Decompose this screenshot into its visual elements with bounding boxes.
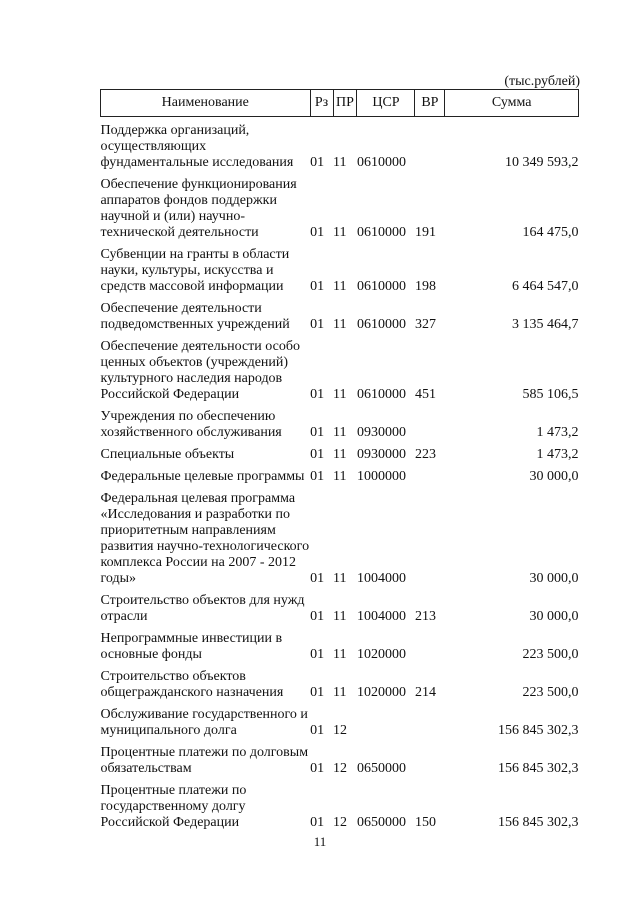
cell-vr [415,739,445,777]
cell-csr: 0610000 [356,387,406,402]
cell-sum: 30 000,0 [529,609,579,624]
cell-pr: 11 [333,647,347,662]
table-row [101,333,579,403]
cell-sum: 156 845 302,3 [498,815,579,830]
table-header-row [101,90,579,117]
cell-name: Строительство объектов общегражданского назначения [100,669,284,700]
cell-pr: 11 [333,571,347,586]
cell-pr: 12 [333,761,348,776]
table-row [101,171,579,241]
cell-name: Субвенции на гранты в области науки, культуры, искусства и средств массовой информации [100,247,290,294]
cell-name: Процентные платежи по долговым обязательствам [100,745,309,776]
page-number: 11 [313,834,327,849]
table-row [101,777,579,831]
table-row [101,241,579,295]
cell-sum: 30 000,0 [529,571,579,586]
table-row [101,485,579,587]
cell-sum: 223 500,0 [522,647,579,662]
cell-rz: 01 [310,279,325,294]
cell-sum: 1 473,2 [536,425,579,440]
cell-csr: 0650000 [356,815,406,830]
cell-name: Обеспечение деятельности особо ценных объектов (учреждений) культурного наследия народов Российской Федерации [100,339,300,402]
cell-sum: 1 473,2 [536,447,579,462]
cell-rz: 01 [310,317,325,332]
header-vr: ВР [415,90,445,117]
cell-name: Учреждения по обеспечению хозяйственного обслуживания [100,409,282,440]
cell-vr [415,117,445,172]
cell-pr: 11 [333,469,347,484]
cell-rz: 01 [310,723,325,738]
cell-csr: 0930000 [356,447,406,462]
cell-csr: 0610000 [356,279,406,294]
cell-vr [415,403,445,441]
cell-name: Специальные объекты [100,447,235,462]
table-row [101,441,579,463]
cell-sum: 30 000,0 [529,469,579,484]
cell-sum: 3 135 464,7 [512,317,579,332]
cell-name: Обеспечение функционирования аппаратов фондов поддержки научной и (или) научно-технической деятельности [100,177,297,240]
cell-csr: 1000000 [356,469,406,484]
cell-vr [415,701,445,739]
cell-pr: 11 [333,425,347,440]
cell-pr: 11 [333,279,347,294]
cell-rz: 01 [310,155,325,170]
cell-csr: 1004000 [356,571,406,586]
cell-sum: 585 106,5 [522,387,579,402]
cell-vr [415,485,445,587]
cell-name: Непрограммные инвестиции в основные фонды [100,631,283,662]
header-pr: ПР [333,90,357,117]
cell-rz: 01 [310,571,325,586]
cell-rz: 01 [310,425,325,440]
cell-name: Федеральная целевая программа «Исследования и разработки по приоритетным направлениям развития научно-технологического комплекса России на 2007 - 2012 годы» [100,491,310,586]
cell-name: Федеральные целевые программы [100,469,305,484]
cell-name: Поддержка организаций, осуществляющих фундаментальные исследования [100,123,294,170]
cell-csr: 0610000 [356,155,406,170]
cell-vr: 191 [414,225,436,240]
cell-csr: 0610000 [356,317,406,332]
cell-sum: 164 475,0 [522,225,579,240]
cell-vr [415,463,445,485]
cell-rz: 01 [310,447,325,462]
cell-pr: 11 [333,387,347,402]
cell-name: Строительство объектов для нужд отрасли [100,593,305,624]
cell-vr: 327 [414,317,436,332]
cell-name: Обеспечение деятельности подведомственных учреждений [100,301,290,332]
table-row [101,295,579,333]
cell-csr: 0930000 [356,425,406,440]
cell-pr: 11 [333,225,347,240]
cell-csr: 1004000 [356,609,406,624]
cell-pr: 11 [333,155,347,170]
cell-name: Обслуживание государственного и муниципального долга [100,707,308,738]
cell-pr: 11 [333,685,347,700]
table-body [101,117,579,832]
cell-sum: 156 845 302,3 [498,723,579,738]
cell-vr: 214 [414,685,436,700]
cell-sum: 10 349 593,2 [505,155,579,170]
header-csr: ЦСР [357,90,415,117]
cell-csr: 0610000 [356,225,406,240]
cell-pr: 11 [333,609,347,624]
table-row [101,701,579,739]
cell-sum: 156 845 302,3 [498,761,579,776]
table-row [101,463,579,485]
cell-pr: 12 [333,815,348,830]
header-sum: Сумма [445,90,579,117]
cell-pr: 11 [333,447,347,462]
cell-vr [415,625,445,663]
cell-rz: 01 [310,647,325,662]
cell-rz: 01 [310,469,325,484]
cell-name: Процентные платежи по государственному долгу Российской Федерации [100,783,247,830]
cell-vr: 223 [414,447,436,462]
header-rz: Рз [310,90,333,117]
cell-rz: 01 [310,609,325,624]
table-row [101,625,579,663]
cell-csr: 1020000 [356,647,406,662]
table-row [101,663,579,701]
cell-pr: 11 [333,317,347,332]
budget-table [100,89,579,831]
cell-vr: 198 [414,279,436,294]
cell-sum: 6 464 547,0 [512,279,579,294]
cell-csr: 0650000 [356,761,406,776]
header-name: Наименование [101,90,311,117]
cell-rz: 01 [310,685,325,700]
cell-vr: 150 [414,815,436,830]
cell-sum: 223 500,0 [522,685,579,700]
cell-csr: 1020000 [356,685,406,700]
cell-csr [357,701,415,739]
cell-pr: 12 [333,723,348,738]
cell-rz: 01 [310,761,325,776]
table-row [101,403,579,441]
table-row [101,117,579,172]
cell-rz: 01 [310,225,325,240]
cell-vr: 213 [414,609,436,624]
units-label: (тыс.рублей) [504,74,580,89]
cell-rz: 01 [310,815,325,830]
cell-rz: 01 [310,387,325,402]
table-row [101,739,579,777]
table-row [101,587,579,625]
cell-vr: 451 [414,387,436,402]
